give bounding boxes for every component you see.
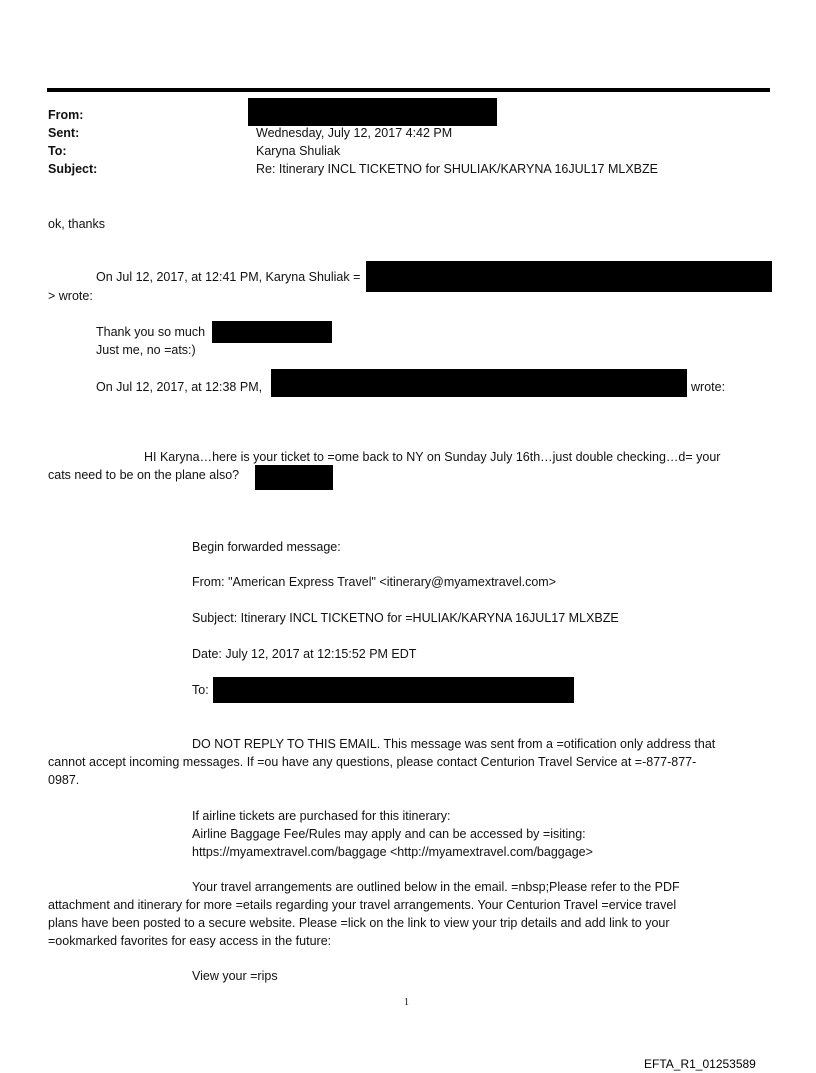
to-value: Karyna Shuliak bbox=[256, 144, 341, 158]
redaction-name-2 bbox=[255, 465, 333, 490]
quote2-end: wrote: bbox=[691, 380, 726, 394]
noreply-line3: 0987. bbox=[48, 773, 80, 787]
subject-value: Re: Itinerary INCL TICKETNO for SHULIAK/KARYNA 16JUL17 MLXBZE bbox=[256, 162, 658, 176]
fwd-date: Date: July 12, 2017 at 12:15:52 PM EDT bbox=[192, 647, 417, 661]
travel-line4: =ookmarked favorites for easy access in the future: bbox=[48, 934, 332, 948]
sent-label: Sent: bbox=[48, 126, 80, 140]
header-rule bbox=[47, 88, 770, 92]
subject-label: Subject: bbox=[48, 162, 98, 176]
document-id: EFTA_R1_01253589 bbox=[644, 1057, 756, 1071]
travel-line3: plans have been posted to a secure website. Please =lick on the link to view your trip details and add link to your bbox=[48, 916, 670, 930]
to-label: To: bbox=[48, 144, 67, 158]
hi-line1: HI Karyna…here is your ticket to =ome back to NY on Sunday July 16th…just double checking…d= your bbox=[144, 450, 721, 464]
sent-value: Wednesday, July 12, 2017 4:42 PM bbox=[256, 126, 453, 140]
noreply-line1: DO NOT REPLY TO THIS EMAIL. This message was sent from a =otification only address that bbox=[192, 737, 716, 751]
quote2-start: On Jul 12, 2017, at 12:38 PM, bbox=[96, 380, 263, 394]
redaction-sender-2 bbox=[271, 369, 687, 397]
redaction-email-1 bbox=[366, 261, 772, 292]
page-number: 1 bbox=[404, 997, 409, 1008]
redaction-from bbox=[248, 98, 497, 126]
view-trips: View your =rips bbox=[192, 969, 278, 983]
redaction-name-1 bbox=[212, 321, 332, 343]
quote1-line2: > wrote: bbox=[48, 289, 93, 303]
airline-line2: Airline Baggage Fee/Rules may apply and can be accessed by =isiting: bbox=[192, 827, 586, 841]
fwd-to: To: bbox=[192, 683, 209, 697]
from-label: From: bbox=[48, 108, 84, 122]
thanks-line2: Just me, no =ats:) bbox=[96, 343, 196, 357]
fwd-begin: Begin forwarded message: bbox=[192, 540, 341, 554]
hi-line2: cats need to be on the plane also? bbox=[48, 468, 240, 482]
fwd-from: From: "American Express Travel" <itinerary@myamextravel.com> bbox=[192, 575, 557, 589]
airline-line1: If airline tickets are purchased for this itinerary: bbox=[192, 809, 451, 823]
travel-line2: attachment and itinerary for more =etails regarding your travel arrangements. Your Centurion Travel =ervice travel bbox=[48, 898, 677, 912]
thanks-line1: Thank you so much bbox=[96, 325, 206, 339]
fwd-subject: Subject: Itinerary INCL TICKETNO for =HULIAK/KARYNA 16JUL17 MLXBZE bbox=[192, 611, 619, 625]
travel-line1: Your travel arrangements are outlined below in the email. =nbsp;Please refer to the PDF bbox=[192, 880, 680, 894]
quote1-line1: On Jul 12, 2017, at 12:41 PM, Karyna Shuliak = bbox=[96, 270, 361, 284]
redaction-to bbox=[213, 677, 574, 703]
noreply-line2: cannot accept incoming messages. If =ou have any questions, please contact Centurion Travel Service at =-877-877- bbox=[48, 755, 697, 769]
reply-text: ok, thanks bbox=[48, 217, 105, 231]
baggage-link[interactable]: https://myamextravel.com/baggage <http://myamextravel.com/baggage> bbox=[192, 845, 593, 859]
